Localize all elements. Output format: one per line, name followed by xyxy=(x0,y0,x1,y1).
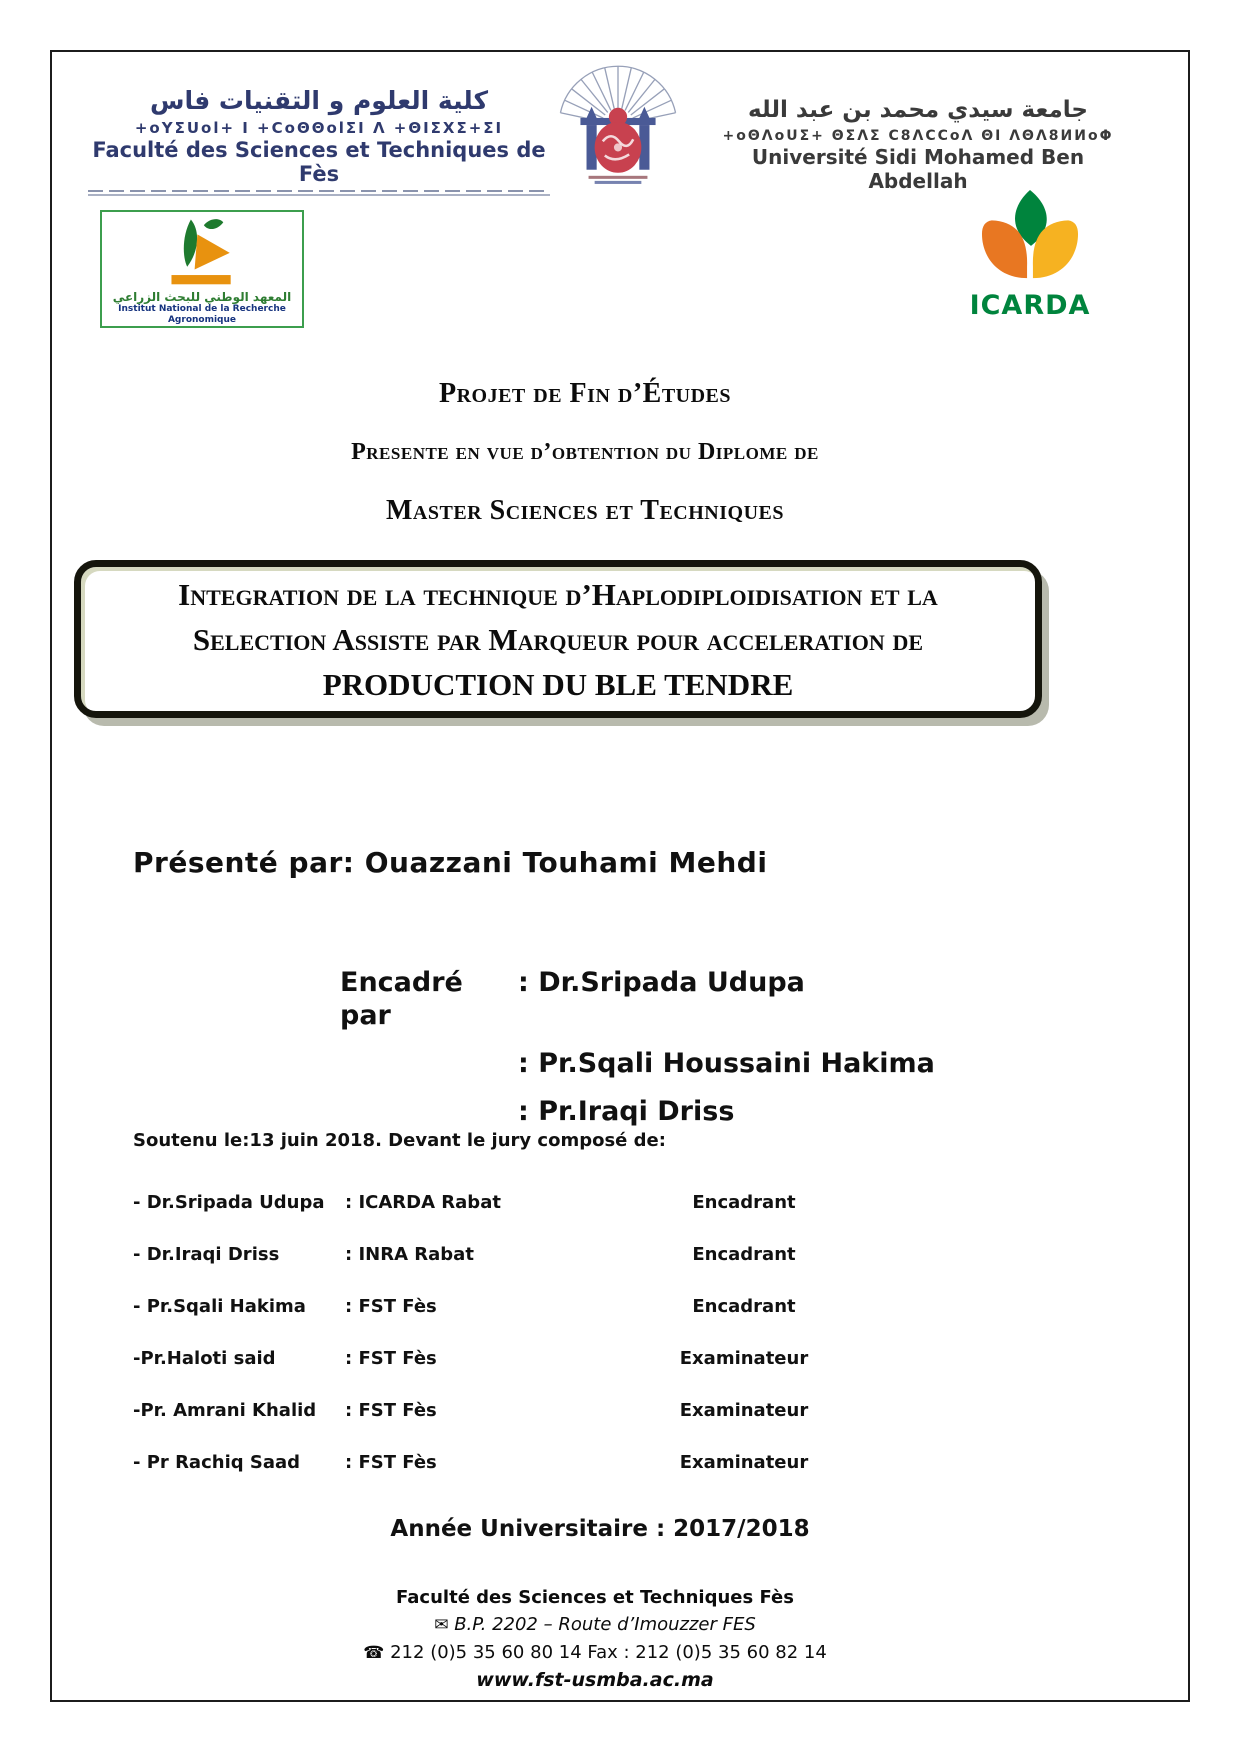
phone-icon: ☎ xyxy=(363,1643,385,1663)
university-name-arabic: جامعة سيدي محمد بن عبد الله xyxy=(748,97,1088,123)
faculty-name-french: Faculté des Sciences et Techniques de Fès xyxy=(92,138,546,186)
inra-name-french: Institut National de la Recherche Agronomique xyxy=(118,304,286,325)
footer-address-text: B.P. 2202 – Route d’Imouzzer FES xyxy=(454,1614,756,1635)
decorative-dashed-rule xyxy=(88,190,550,192)
icarda-name: ICARDA xyxy=(969,290,1091,321)
jury-member-role: Examinateur xyxy=(679,1348,809,1369)
jury-row xyxy=(133,1244,933,1266)
inra-logo-icon xyxy=(154,214,250,288)
thesis-title-line2: Selection Assiste par Marqueur pour acceleration de xyxy=(192,621,924,657)
icarda-logo-block xyxy=(950,188,1110,321)
jury-list xyxy=(133,1192,933,1504)
supervised-label-spacer xyxy=(340,1047,518,1080)
footer-institution: Faculté des Sciences et Techniques Fès xyxy=(396,1587,794,1608)
jury-member-affiliation: : FST Fès xyxy=(345,1452,437,1473)
footer-phone xyxy=(80,1639,1110,1667)
footer-address xyxy=(80,1611,1110,1639)
inra-logo-box xyxy=(100,210,304,328)
heading-presente: Presente en vue d’obtention du Diplome de xyxy=(351,439,819,465)
university-emblem-icon xyxy=(552,56,684,188)
supervisor-name: : Pr.Sqali Houssaini Hakima xyxy=(518,1048,935,1079)
university-header-block xyxy=(700,96,1136,193)
faculty-header-block xyxy=(88,86,550,196)
supervised-label: Encadré par xyxy=(340,967,463,1031)
jury-member-name: -Pr.Haloti said xyxy=(133,1348,276,1369)
jury-member-name: -Pr. Amrani Khalid xyxy=(133,1400,317,1421)
thesis-title-box xyxy=(74,560,1042,718)
jury-member-name: - Pr.Sqali Hakima xyxy=(133,1296,306,1317)
supervisors-block xyxy=(340,966,935,1143)
heading-projet: Projet de Fin d’Études xyxy=(438,378,732,409)
thesis-title-line1: Integration de la technique d’Haplodiploidisation et la xyxy=(178,576,938,612)
document-type-headings xyxy=(80,378,1090,584)
jury-member-affiliation: : FST Fès xyxy=(345,1400,437,1421)
footer-website: www.fst-usmba.ac.ma xyxy=(476,1669,714,1691)
supervisor-row xyxy=(340,966,935,1032)
jury-row xyxy=(133,1192,933,1214)
supervised-label-spacer xyxy=(340,1095,518,1128)
faculty-name-tifinagh: +oYΣUol+ I +CoΘΘolΣI Λ +ΘIΣXΣ+ΣI xyxy=(134,119,504,137)
supervisor-name: : Dr.Sripada Udupa xyxy=(518,967,805,998)
jury-member-name: - Dr.Sripada Udupa xyxy=(133,1192,325,1213)
icarda-logo-icon xyxy=(971,188,1089,286)
decorative-dashed-rule-2 xyxy=(88,194,550,196)
jury-row xyxy=(133,1452,933,1474)
jury-row xyxy=(133,1296,933,1318)
jury-row xyxy=(133,1400,933,1422)
defense-date-line: Soutenu le:13 juin 2018. Devant le jury composé de: xyxy=(133,1130,666,1151)
jury-member-role: Encadrant xyxy=(692,1296,796,1317)
jury-member-affiliation: : FST Fès xyxy=(345,1296,437,1317)
university-emblem-logo xyxy=(552,56,684,192)
footer-contact-block xyxy=(80,1584,1110,1694)
thesis-title-line3: PRODUCTION DU BLE TENDRE xyxy=(322,666,794,702)
heading-master: Master Sciences et Techniques xyxy=(386,495,784,526)
footer-phone-text: 212 (0)5 35 60 80 14 Fax : 212 (0)5 35 60 82 14 xyxy=(390,1642,827,1663)
jury-member-affiliation: : FST Fès xyxy=(345,1348,437,1369)
supervisor-name: : Pr.Iraqi Driss xyxy=(518,1096,735,1127)
jury-row xyxy=(133,1348,933,1370)
presented-by-line: Présenté par: Ouazzani Touhami Mehdi xyxy=(133,846,768,879)
jury-member-role: Examinateur xyxy=(679,1400,809,1421)
jury-member-name: - Dr.Iraqi Driss xyxy=(133,1244,280,1265)
jury-member-affiliation: : INRA Rabat xyxy=(345,1244,474,1265)
supervisor-row xyxy=(340,1095,935,1128)
jury-member-role: Examinateur xyxy=(679,1452,809,1473)
jury-member-name: - Pr Rachiq Saad xyxy=(133,1452,301,1473)
university-name-french: Université Sidi Mohamed Ben Abdellah xyxy=(751,145,1085,193)
inra-name-arabic: المعهد الوطني للبحث الزراعي xyxy=(112,290,292,304)
faculty-name-arabic: كلية العلوم و التقنيات فاس xyxy=(149,86,489,115)
jury-member-role: Encadrant xyxy=(692,1244,796,1265)
jury-member-affiliation: : ICARDA Rabat xyxy=(345,1192,501,1213)
jury-member-role: Encadrant xyxy=(692,1192,796,1213)
mail-icon: ✉ xyxy=(434,1615,449,1635)
university-name-tifinagh: +oΘΛoUΣ+ ΘΣΛΣ C8ΛCCoΛ ΘI ΛΘΛ8ИИoΦ xyxy=(722,128,1114,144)
academic-year-line: Année Universitaire : 2017/2018 xyxy=(390,1516,810,1542)
supervisor-row xyxy=(340,1047,935,1080)
